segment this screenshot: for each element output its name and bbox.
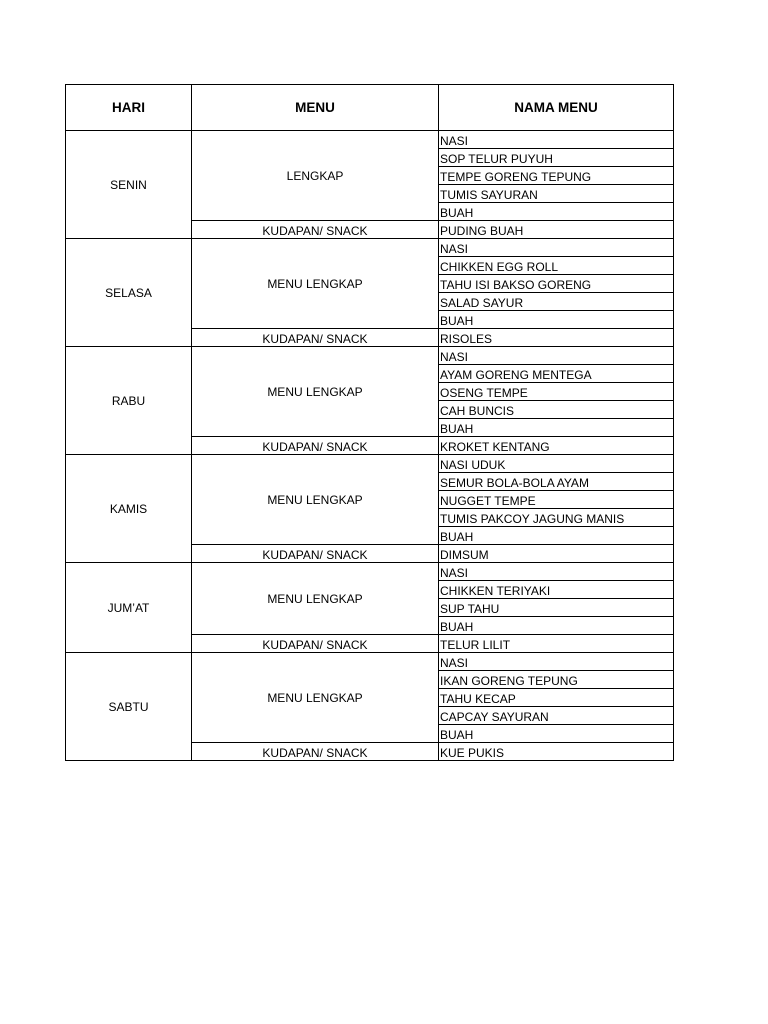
snack-label: KUDAPAN/ SNACK [192, 221, 439, 239]
header-nama-menu: NAMA MENU [439, 85, 674, 131]
menu-type-label: MENU LENGKAP [192, 455, 439, 545]
menu-item: TUMIS SAYURAN [439, 185, 674, 203]
menu-item: BUAH [439, 311, 674, 329]
menu-item: TAHU KECAP [439, 689, 674, 707]
day-name: SELASA [66, 239, 192, 347]
menu-item: NASI [439, 131, 674, 149]
menu-item: CHIKKEN TERIYAKI [439, 581, 674, 599]
menu-item: SUP TAHU [439, 599, 674, 617]
menu-item: NASI [439, 239, 674, 257]
menu-item: SALAD SAYUR [439, 293, 674, 311]
menu-item: SOP TELUR PUYUH [439, 149, 674, 167]
menu-item: TUMIS PAKCOY JAGUNG MANIS [439, 509, 674, 527]
menu-item: CAPCAY SAYURAN [439, 707, 674, 725]
menu-item: OSENG TEMPE [439, 383, 674, 401]
menu-item: NASI [439, 347, 674, 365]
snack-label: KUDAPAN/ SNACK [192, 437, 439, 455]
snack-item: TELUR LILIT [439, 635, 674, 653]
menu-type-label: MENU LENGKAP [192, 239, 439, 329]
menu-item: SEMUR BOLA-BOLA AYAM [439, 473, 674, 491]
header-menu: MENU [192, 85, 439, 131]
table-row [66, 347, 674, 365]
menu-item: NASI [439, 563, 674, 581]
day-name: JUM’AT [66, 563, 192, 653]
table-row [66, 455, 674, 473]
menu-item: IKAN GORENG TEPUNG [439, 671, 674, 689]
table-row [66, 563, 674, 581]
menu-item: BUAH [439, 419, 674, 437]
menu-item: NUGGET TEMPE [439, 491, 674, 509]
menu-item: NASI [439, 653, 674, 671]
menu-type-label: LENGKAP [192, 131, 439, 221]
day-name: SABTU [66, 653, 192, 761]
snack-label: KUDAPAN/ SNACK [192, 545, 439, 563]
snack-item: KROKET KENTANG [439, 437, 674, 455]
table-row [66, 239, 674, 257]
menu-item: AYAM GORENG MENTEGA [439, 365, 674, 383]
menu-type-label: MENU LENGKAP [192, 563, 439, 635]
menu-item: BUAH [439, 725, 674, 743]
day-name: KAMIS [66, 455, 192, 563]
day-name: RABU [66, 347, 192, 455]
header-row [66, 85, 674, 131]
menu-item: BUAH [439, 203, 674, 221]
header-hari: HARI [66, 85, 192, 131]
snack-item: RISOLES [439, 329, 674, 347]
menu-item: BUAH [439, 527, 674, 545]
snack-label: KUDAPAN/ SNACK [192, 635, 439, 653]
snack-label: KUDAPAN/ SNACK [192, 329, 439, 347]
menu-item: CHIKKEN EGG ROLL [439, 257, 674, 275]
snack-label: KUDAPAN/ SNACK [192, 743, 439, 761]
table-row [66, 131, 674, 149]
menu-item: TAHU ISI BAKSO GORENG [439, 275, 674, 293]
menu-item: NASI UDUK [439, 455, 674, 473]
menu-item: BUAH [439, 617, 674, 635]
snack-item: DIMSUM [439, 545, 674, 563]
menu-item: CAH BUNCIS [439, 401, 674, 419]
menu-item: TEMPE GORENG TEPUNG [439, 167, 674, 185]
weekly-menu-table [65, 84, 674, 761]
table-row [66, 653, 674, 671]
snack-item: KUE PUKIS [439, 743, 674, 761]
menu-body [66, 131, 674, 761]
snack-item: PUDING BUAH [439, 221, 674, 239]
menu-type-label: MENU LENGKAP [192, 653, 439, 743]
menu-type-label: MENU LENGKAP [192, 347, 439, 437]
day-name: SENIN [66, 131, 192, 239]
